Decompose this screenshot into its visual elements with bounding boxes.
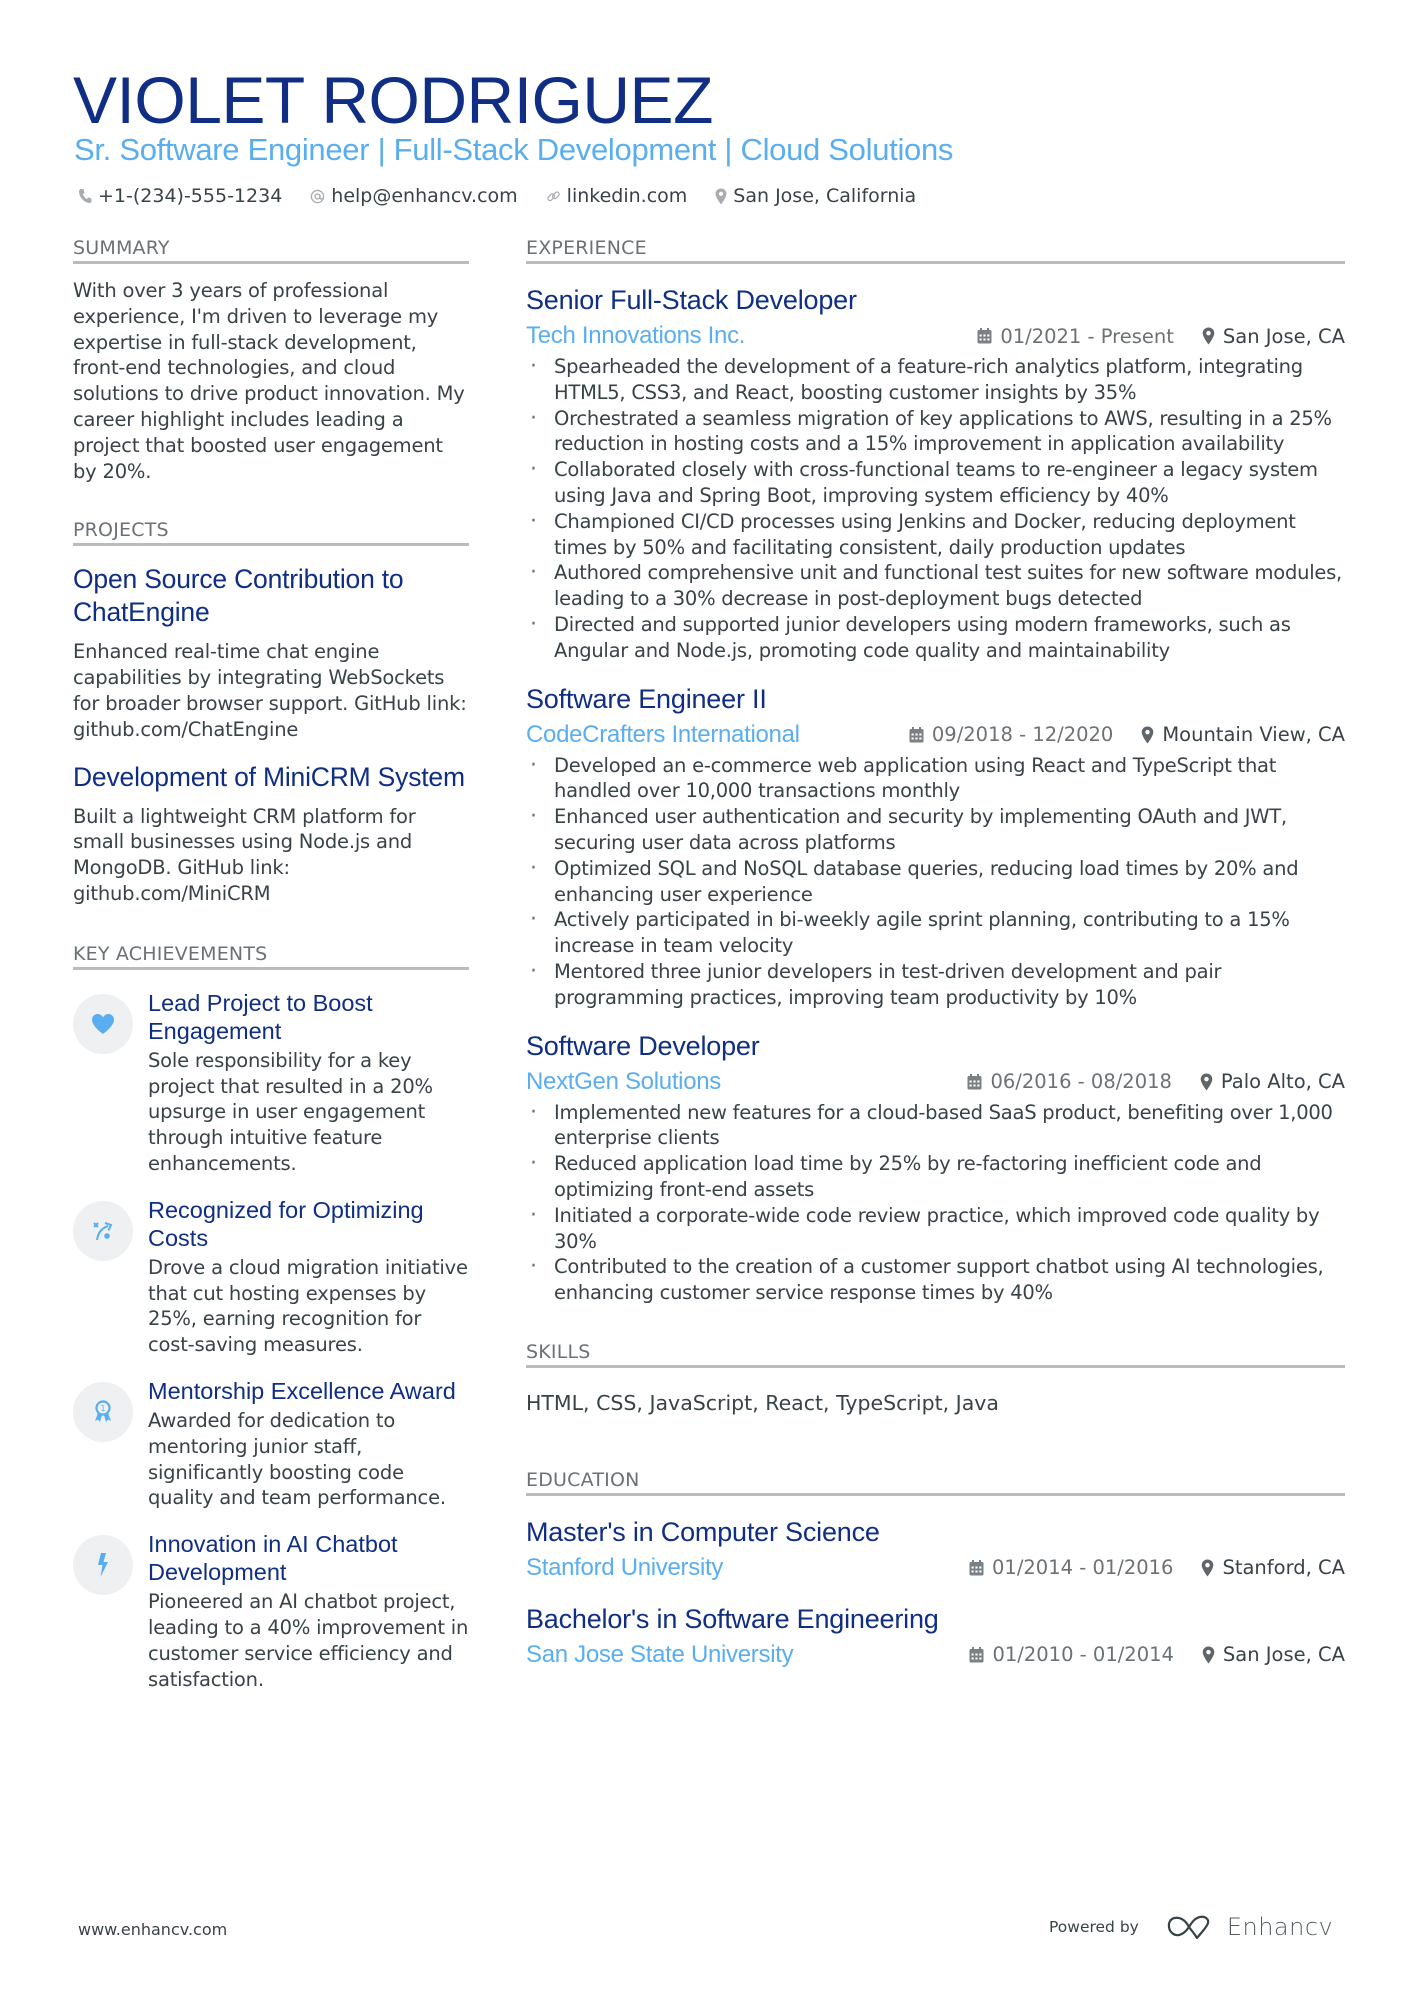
education-location: Stanford, CA [1222,1556,1345,1580]
location-pin-icon [1141,726,1154,744]
achievement-description: Awarded for dedication to mentoring junior staff, significantly boosting code quality and team performance. [148,1408,446,1510]
footer-website-link[interactable]: www.enhancv.com [78,1920,228,1939]
education-location: San Jose, CA [1222,1643,1345,1667]
job-title: Software Engineer II [526,683,767,714]
calendar-icon [969,1647,984,1663]
job-title: Software Developer [526,1030,760,1061]
job-entry [526,1028,1345,1306]
brand-name: Enhancv [1226,1913,1334,1941]
education-meta-row [526,1637,1345,1673]
achievement-title: Innovation in AI Chatbot Development [148,1531,398,1586]
job-location: Mountain View, CA [1162,723,1345,747]
job-dates: 09/2018 - 12/2020 [931,723,1114,747]
enhancv-logo-icon [1167,1914,1213,1940]
degree-title: Master's in Computer Science [526,1516,880,1547]
project-description: Built a lightweight CRM platform for small businesses using Node.js and MongoDB. GitHub link: github.com/MiniCRM [73,804,416,905]
job-bullets [526,1100,1345,1306]
achievement-item [73,1530,469,1692]
location-pin-icon [1202,1646,1215,1664]
section-title-experience: EXPERIENCE [526,237,647,259]
bullet-item: · Authored comprehensive unit and functional test suites for new software modules, leading to a 30% decrease in post-deployment bugs detected [526,560,1345,612]
contact-linkedin[interactable] [546,185,688,207]
contact-bar [78,181,944,211]
summary-section [73,235,469,484]
powered-by-label: Powered by [1049,1918,1139,1936]
achievements-section [73,941,469,1693]
location-pin-icon [1202,327,1215,345]
project-title: Open Source Contribution to ChatEngine [73,564,404,628]
bullet-item: · Reduced application load time by 25% by re-factoring inefficient code and optimizing front-end assets [526,1151,1345,1203]
location-pin-icon [1200,1073,1213,1091]
job-entry [526,282,1345,664]
bullet-item: · Collaborated closely with cross-functional teams to re-engineer a legacy system using Java and Spring Boot, improving system efficiency by 40% [526,457,1345,509]
bullet-item: · Initiated a corporate-wide code review practice, which improved code quality by 30% [526,1203,1345,1255]
project-title: Development of MiniCRM System [73,761,465,792]
linkedin-text: linkedin.com [566,185,688,207]
bullet-item: · Mentored three junior developers in test-driven development and pair programming practices, improving team productivity by 10% [526,959,1345,1011]
calendar-icon [969,1560,984,1576]
bullet-item: · Orchestrated a seamless migration of key applications to AWS, resulting in a 25% reduction in hosting costs and a 15% improvement in application availability [526,406,1345,458]
section-title-achievements: KEY ACHIEVEMENTS [73,942,268,965]
candidate-subtitle: Sr. Software Engineer | Full-Stack Development | Cloud Solutions [74,132,954,167]
education-dates: 01/2010 - 01/2014 [992,1643,1174,1667]
school-name: San Jose State University [526,1640,794,1668]
achievement-icon-circle [73,1535,133,1595]
calendar-icon [909,727,924,743]
achievement-item [73,989,469,1177]
education-entry [526,1514,1345,1586]
job-bullets [526,354,1345,664]
achievement-description: Drove a cloud migration initiative that cut hosting expenses by 25%, earning recognition for cost-saving measures. [148,1255,468,1357]
candidate-name: VIOLET RODRIGUEZ [73,63,713,137]
contact-email[interactable] [310,185,517,207]
job-meta-row [526,717,1345,753]
section-title-education: EDUCATION [526,1468,640,1491]
achievement-icon-circle [73,1382,133,1442]
bullet-item: · Optimized SQL and NoSQL database queries, reducing load times by 20% and enhancing user experience [526,856,1345,908]
project-description: Enhanced real-time chat engine capabilities by integrating WebSockets for broader browser support. GitHub link: github.com/ChatEngine [73,640,467,741]
contact-phone [78,185,282,207]
project-item [73,563,469,742]
company-name: NextGen Solutions [526,1067,722,1095]
experience-section [526,235,1345,1306]
job-title: Senior Full-Stack Developer [526,285,857,315]
section-divider [73,261,469,264]
job-location: Palo Alto, CA [1220,1070,1345,1094]
company-name: Tech Innovations Inc. [526,322,746,349]
location-pin-icon [715,188,727,205]
award-ribbon-icon [93,1400,113,1424]
section-divider [73,543,469,546]
education-section [526,1467,1345,1673]
email-text: help@enhancv.com [331,185,518,207]
svg-text:1: 1 [100,1403,106,1413]
right-column [526,235,1345,1673]
achievement-icon-circle [73,994,133,1054]
lightning-bolt-icon [96,1553,110,1577]
achievement-title: Lead Project to Boost Engagement [148,989,373,1044]
summary-text: With over 3 years of professional experience, I'm driven to leverage my expertise in full-stack development, front-end technologies, and cloud solutions to drive product innovation. My career highlight includes leading a project that boosted user engagement by 20%. [73,279,465,483]
achievement-title: Recognized for Optimizing Costs [148,1196,424,1251]
degree-title: Bachelor's in Software Engineering [526,1603,939,1634]
section-divider [526,261,1345,264]
calendar-icon [977,328,992,344]
achievement-item [73,1196,469,1358]
skills-list: HTML, CSS, JavaScript, React, TypeScript, Java [526,1390,999,1415]
link-icon [546,189,561,204]
job-bullets [526,753,1345,1011]
section-divider [526,1493,1345,1496]
education-meta-row [526,1550,1345,1586]
job-dates: 01/2021 - Present [1000,324,1174,348]
calendar-icon [967,1074,982,1090]
section-title-summary: SUMMARY [73,237,170,259]
strategy-arrow-icon [92,1220,114,1242]
section-title-skills: SKILLS [526,1340,591,1363]
job-entry [526,681,1345,1011]
bullet-item: · Enhanced user authentication and security by implementing OAuth and JWT, securing user data across platforms [526,804,1345,856]
section-title-projects: PROJECTS [73,519,169,542]
contact-location [715,185,916,207]
bullet-item: · Developed an e-commerce web application using React and TypeScript that handled over 10,000 transactions monthly [526,753,1345,805]
footer-powered-by[interactable] [1049,1913,1333,1941]
phone-text: +1-(234)-555-1234 [98,185,283,207]
school-name: Stanford University [526,1553,724,1581]
job-meta-row [526,1064,1345,1100]
left-column [73,235,469,1692]
project-item [73,761,469,907]
at-icon [310,189,325,204]
phone-icon [78,188,92,204]
bullet-item: · Contributed to the creation of a customer support chatbot using AI technologies, enhancing customer service response times by 40% [526,1254,1345,1306]
job-location: San Jose, CA [1222,324,1345,348]
achievement-icon-circle [73,1201,133,1261]
achievement-description: Sole responsibility for a key project that resulted in a 20% upsurge in user engagement through intuitive feature enhancements. [148,1048,433,1175]
bullet-item: · Actively participated in bi-weekly agile sprint planning, contributing to a 15% increase in team velocity [526,907,1345,959]
bullet-item: · Directed and supported junior developers using modern frameworks, such as Angular and Node.js, promoting code quality and maintainability [526,612,1345,664]
projects-section [73,517,469,906]
location-pin-icon [1201,1559,1214,1577]
achievement-item [73,1377,469,1511]
achievement-description: Pioneered an AI chatbot project, leading to a 40% improvement in customer service efficiency and satisfaction. [148,1590,469,1691]
heart-icon [91,1013,115,1035]
company-name: CodeCrafters International [526,720,800,748]
job-meta-row [526,318,1345,354]
section-divider [73,967,469,970]
skills-section [526,1339,1345,1417]
education-dates: 01/2014 - 01/2016 [992,1556,1174,1580]
bullet-item: · Championed CI/CD processes using Jenkins and Docker, reducing deployment times by 50% and facilitating consistent, daily production updates [526,509,1345,561]
bullet-item: · Implemented new features for a cloud-based SaaS product, benefiting over 1,000 enterprise clients [526,1100,1345,1152]
job-dates: 06/2016 - 08/2018 [990,1070,1172,1094]
bullet-item: · Spearheaded the development of a feature-rich analytics platform, integrating HTML5, CSS3, and React, boosting customer insights by 35% [526,354,1345,406]
section-divider [526,1365,1345,1368]
location-text: San Jose, California [733,185,917,207]
education-entry [526,1601,1345,1673]
achievement-title: Mentorship Excellence Award [148,1377,456,1404]
